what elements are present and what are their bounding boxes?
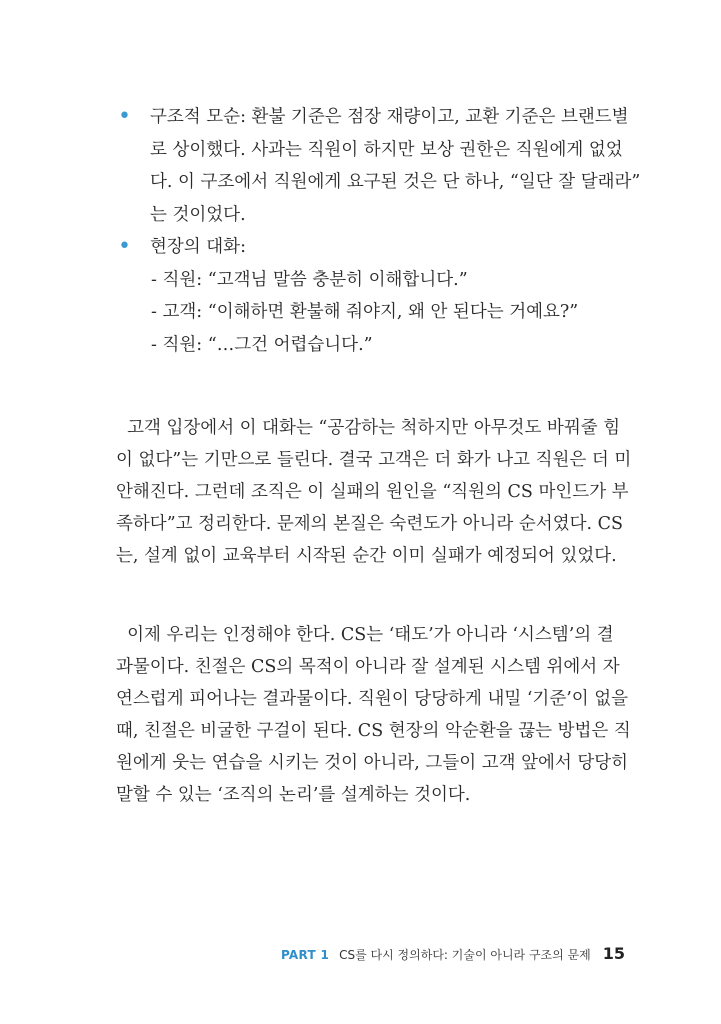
paragraph-line: 말할 수 있는 ‘조직의 논리’를 설계하는 것이다. xyxy=(116,785,471,805)
bullet-text-line: 구조적 모순: 환불 기준은 점장 재량이고, 교환 기준은 브랜드별 xyxy=(150,107,629,127)
bullet-text-line: 다. 이 구조에서 직원에게 요구된 것은 단 하나, “일단 잘 달래라” xyxy=(150,172,641,192)
paragraph-line: 때, 친절은 비굴한 구걸이 된다. CS 현장의 악순환을 끊는 방법은 직 xyxy=(116,721,631,741)
paragraph-line: 족하다”고 정리한다. 문제의 본질은 숙련도가 아니라 순서였다. CS xyxy=(116,514,624,534)
bullet-dot-icon: • xyxy=(118,234,131,259)
bullet-list xyxy=(116,101,641,361)
bullet-dot-icon: • xyxy=(118,104,131,129)
footer-part-label: PART 1 xyxy=(280,948,330,962)
paragraph-line: 안해진다. 그런데 조직은 이 실패의 원인을 “직원의 CS 마인드가 부 xyxy=(116,482,629,502)
footer-chapter-title: CS를 다시 정의하다: 기술이 아니라 구조의 문제 xyxy=(339,948,591,962)
dialog-line: - 고객: “이해하면 환불해 줘야지, 왜 안 된다는 거예요?” xyxy=(151,302,579,322)
body-paragraph xyxy=(116,619,636,811)
bullet-text-line: 현장의 대화: xyxy=(150,237,246,257)
bullet-text-line: 는 것이었다. xyxy=(150,204,246,225)
paragraph-line: 과물이다. 친절은 CS의 목적이 아니라 잘 설계된 시스템 위에서 자 xyxy=(116,657,620,677)
dialog-line: - 직원: “고객님 말씀 충분히 이해합니다.” xyxy=(151,269,468,290)
running-footer xyxy=(281,944,625,963)
paragraph-line: 이제 우리는 인정해야 한다. CS는 ‘태도’가 아니라 ‘시스템’의 결 xyxy=(116,625,614,645)
paragraph-line: 이 없다”는 기만으로 들린다. 결국 고객은 더 화가 나고 직원은 더 미 xyxy=(116,450,632,470)
bullet-item-structural-contradiction xyxy=(116,101,641,231)
paragraph-line: 연스럽게 피어나는 결과물이다. 직원이 당당하게 내밀 ‘기준’이 없을 xyxy=(116,689,629,709)
bullet-text-line: 로 상이했다. 사과는 직원이 하지만 보상 권한은 직원에게 없었 xyxy=(150,139,623,160)
paragraph-line: 고객 입장에서 이 대화는 “공감하는 척하지만 아무것도 바꿔줄 힘 xyxy=(116,418,621,438)
dialog-line: - 직원: “…그건 어렵습니다.” xyxy=(151,334,373,355)
body-paragraph xyxy=(116,412,636,572)
paragraph-line: 는, 설계 없이 교육부터 시작된 순간 이미 실패가 예정되어 있었다. xyxy=(116,546,617,566)
paragraph-line: 원에게 웃는 연습을 시키는 것이 아니라, 그들이 고객 앞에서 당당히 xyxy=(116,753,629,773)
page-number: 15 xyxy=(602,944,625,963)
bullet-item-field-dialogue xyxy=(116,231,636,264)
